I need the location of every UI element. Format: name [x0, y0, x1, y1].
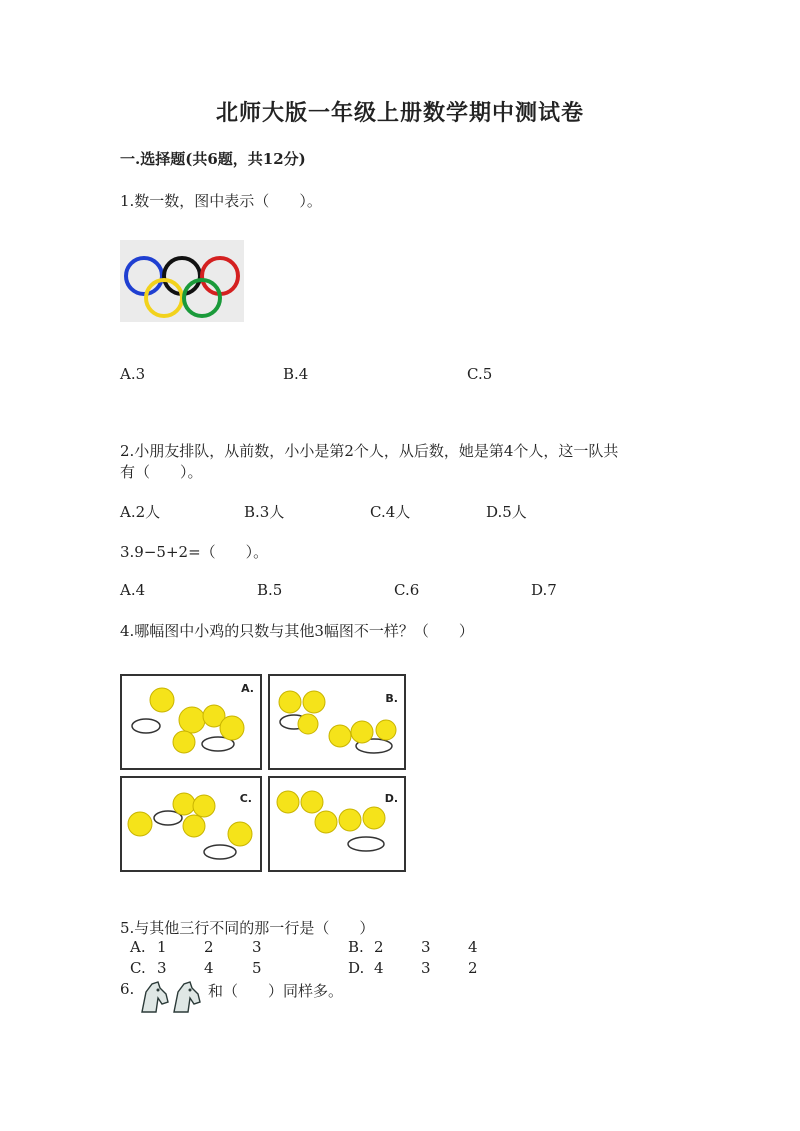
chick-panel-b[interactable] — [268, 674, 406, 770]
q1-option-b[interactable]: B.4 — [283, 365, 309, 383]
q5-row-c-num: 5 — [252, 959, 262, 977]
question-2-text-line2: 有（ ）。 — [120, 463, 203, 481]
q3-option-b[interactable]: B.5 — [257, 581, 283, 599]
q5-row-c-num: 4 — [204, 959, 214, 977]
q5-row-d-num: 3 — [421, 959, 431, 977]
green-ring-icon — [182, 278, 222, 318]
q5-row-b-num: 2 — [374, 938, 384, 956]
q3-option-a[interactable]: A.4 — [120, 581, 146, 599]
q5-row-d-num: 4 — [374, 959, 384, 977]
yellow-ring-icon — [144, 278, 184, 318]
question-4-text: 4.哪幅图中小鸡的只数与其他3幅图不一样？（ ） — [120, 622, 474, 640]
panel-c-label: C. — [239, 792, 252, 805]
chick-panel-d[interactable] — [268, 776, 406, 872]
q2-option-a[interactable]: A.2人 — [120, 503, 161, 521]
q3-option-d[interactable]: D.7 — [531, 581, 557, 599]
q5-row-b-num: 4 — [468, 938, 478, 956]
olympic-rings-figure — [120, 240, 244, 322]
question-6-text: 和（ ）同样多。 — [208, 982, 344, 1000]
question-2-text-line1: 2.小朋友排队，从前数，小小是第2个人，从后数，她是第4个人，这一队共 — [120, 442, 619, 460]
q5-row-a-label[interactable]: A. — [130, 938, 146, 956]
chicks-b-icon — [270, 676, 404, 768]
question-3-text: 3.9−5+2=（ ）。 — [120, 543, 269, 561]
question-5-text: 5.与其他三行不同的那一行是（ ） — [120, 919, 375, 937]
panel-d-label: D. — [384, 792, 398, 805]
q5-row-a-num: 2 — [204, 938, 214, 956]
q5-row-b-label[interactable]: B. — [348, 938, 364, 956]
q2-option-c[interactable]: C.4人 — [370, 503, 411, 521]
q5-row-d-num: 2 — [468, 959, 478, 977]
chicks-a-icon — [122, 676, 260, 768]
q1-option-a[interactable]: A.3 — [120, 365, 146, 383]
q5-row-d-label[interactable]: D. — [348, 959, 365, 977]
q1-option-c[interactable]: C.5 — [467, 365, 493, 383]
q5-row-b-num: 3 — [421, 938, 431, 956]
q5-row-c-num: 3 — [157, 959, 167, 977]
section-heading: 一.选择题(共6题，共12分) — [120, 150, 306, 168]
question-1-text: 1.数一数，图中表示（ ）。 — [120, 192, 322, 210]
chick-panel-a[interactable] — [120, 674, 262, 770]
q5-row-a-num: 3 — [252, 938, 262, 956]
page-title: 北师大版一年级上册数学期中测试卷 — [215, 100, 584, 126]
chick-panel-c[interactable] — [120, 776, 262, 872]
q5-row-c-label[interactable]: C. — [130, 959, 146, 977]
panel-b-label: B. — [385, 692, 398, 705]
q2-option-b[interactable]: B.3人 — [244, 503, 285, 521]
panel-a-label: A. — [241, 682, 254, 695]
horse-head-icon — [136, 978, 206, 1014]
question-6-number: 6. — [120, 980, 135, 998]
chicks-figure — [120, 672, 410, 872]
q2-option-d[interactable]: D.5人 — [486, 503, 527, 521]
q5-row-a-num: 1 — [157, 938, 167, 956]
q3-option-c[interactable]: C.6 — [394, 581, 420, 599]
